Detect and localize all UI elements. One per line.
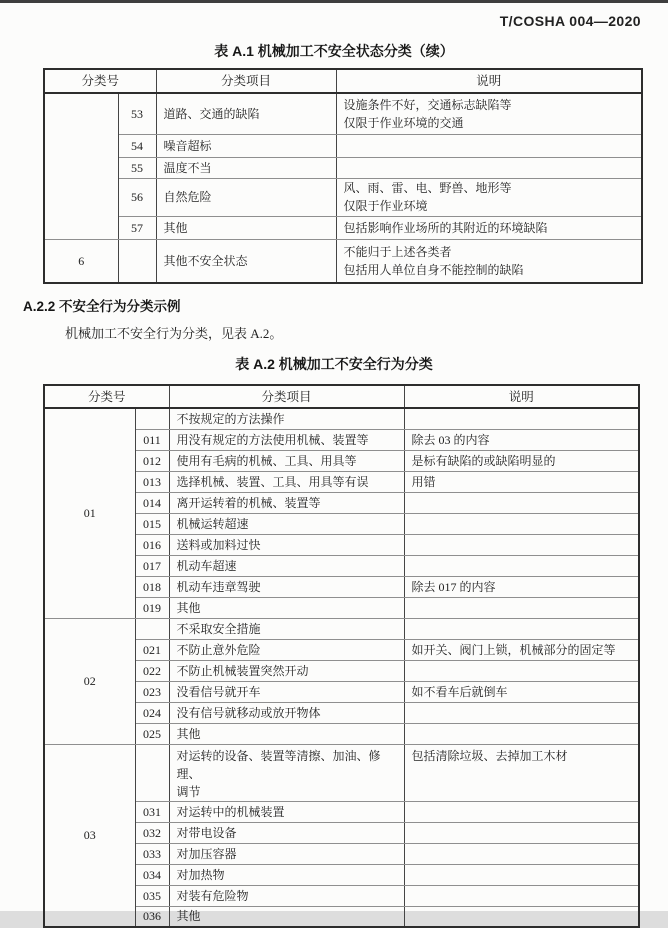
cell-desc (404, 723, 639, 744)
section-intro-text: 机械加工不安全行为分类，见表 A.2。 (65, 326, 283, 341)
table-a2-title: 表 A.2 机械加工不安全行为分类 (235, 356, 433, 372)
cell-item: 其他 (156, 216, 336, 239)
cell-item: 其他 (169, 597, 404, 618)
cell-item: 不采取安全措施 (169, 618, 404, 639)
header-cell-desc: 说明 (404, 385, 639, 408)
cell-desc (404, 864, 639, 885)
cell-item: 没看信号就开车 (169, 681, 404, 702)
cell-no: 57 (118, 216, 156, 239)
cell-desc (336, 157, 642, 178)
cell-no: 55 (118, 157, 156, 178)
cell-desc (336, 178, 642, 216)
cell-no: 012 (135, 450, 169, 471)
table-row (44, 744, 639, 801)
cell-major-no: 01 (44, 408, 135, 618)
cell-desc: 包括清除垃圾、去掉加工木材 (404, 744, 639, 801)
cell-desc: 如不看车后就倒车 (404, 681, 639, 702)
cell-item: 机动车超速 (169, 555, 404, 576)
cell-desc (404, 702, 639, 723)
cell-no: 013 (135, 471, 169, 492)
header-cell-no: 分类号 (44, 69, 156, 93)
cell-no: 024 (135, 702, 169, 723)
cell-item: 道路、交通的缺陷 (156, 93, 336, 134)
cell-desc: 用错 (404, 471, 639, 492)
cell-major-no: 6 (44, 239, 118, 283)
cell-no: 035 (135, 885, 169, 906)
standard-number: T/COSHA 004—2020 (499, 13, 641, 29)
desc-line: 仅限于作业环境的交通 (343, 115, 464, 130)
cell-no (135, 408, 169, 429)
cell-no: 53 (118, 93, 156, 134)
cell-desc (404, 822, 639, 843)
cell-item: 机械运转超速 (169, 513, 404, 534)
item-line: 对运转的设备、装置等清擦、加油、修理、 (176, 748, 381, 781)
cell-item: 对加压容器 (169, 843, 404, 864)
desc-line: 风、雨、雷、电、野兽、地形等 (343, 181, 512, 195)
cell-desc (404, 513, 639, 534)
cell-item: 机动车违章驾驶 (169, 576, 404, 597)
cell-no: 54 (118, 134, 156, 157)
cell-desc (404, 618, 639, 639)
desc-line: 设施条件不好，交通标志缺陷等 (343, 97, 512, 112)
cell-desc (336, 93, 642, 134)
cell-item: 其他不安全状态 (156, 239, 336, 283)
cell-no: 016 (135, 534, 169, 555)
cell-desc (404, 408, 639, 429)
table-a2 (43, 384, 640, 928)
cell-item: 对加热物 (169, 864, 404, 885)
cell-item: 没有信号就移动或放开物体 (169, 702, 404, 723)
table-a1-title: 表 A.1 机械加工不安全状态分类（续） (214, 43, 454, 59)
table-row (44, 93, 642, 134)
cell-no (135, 618, 169, 639)
cell-item: 离开运转着的机械、装置等 (169, 492, 404, 513)
cell-no: 022 (135, 660, 169, 681)
table-row (44, 157, 642, 178)
cell-desc (404, 906, 639, 927)
cell-desc: 如开关、阀门上锁，机械部分的固定等 (404, 639, 639, 660)
cell-item: 送料或加料过快 (169, 534, 404, 555)
cell-no (135, 744, 169, 801)
table-row (44, 69, 642, 93)
cell-item (169, 744, 404, 801)
cell-desc: 是标有缺陷的或缺陷明显的 (404, 450, 639, 471)
cell-item: 用没有规定的方法使用机械、装置等 (169, 429, 404, 450)
cell-item: 噪音超标 (156, 134, 336, 157)
cell-desc (336, 239, 642, 283)
cell-desc: 除去 03 的内容 (404, 429, 639, 450)
cell-no (118, 239, 156, 283)
cell-no: 019 (135, 597, 169, 618)
table-row (44, 385, 639, 408)
header-cell-item: 分类项目 (156, 69, 336, 93)
cell-desc (404, 885, 639, 906)
header-cell-no: 分类号 (44, 385, 169, 408)
desc-line: 仅限于作业环境 (343, 199, 428, 213)
cell-desc (404, 660, 639, 681)
header-cell-item: 分类项目 (169, 385, 404, 408)
cell-no: 034 (135, 864, 169, 885)
item-line: 调节 (176, 784, 201, 799)
cell-item: 其他 (169, 723, 404, 744)
cell-no: 025 (135, 723, 169, 744)
cell-no: 56 (118, 178, 156, 216)
cell-no: 033 (135, 843, 169, 864)
table-row (44, 618, 639, 639)
cell-no: 036 (135, 906, 169, 927)
cell-major-no (44, 93, 118, 239)
cell-item: 对装有危险物 (169, 885, 404, 906)
desc-line: 包括用人单位自身不能控制的缺陷 (343, 262, 524, 277)
table-row (44, 178, 642, 216)
cell-no: 032 (135, 822, 169, 843)
cell-major-no: 02 (44, 618, 135, 744)
cell-desc (404, 534, 639, 555)
cell-no: 015 (135, 513, 169, 534)
table-row (44, 134, 642, 157)
cell-item: 不防止机械装置突然开动 (169, 660, 404, 681)
cell-desc (404, 492, 639, 513)
cell-no: 021 (135, 639, 169, 660)
cell-no: 011 (135, 429, 169, 450)
cell-desc (404, 801, 639, 822)
cell-desc: 除去 017 的内容 (404, 576, 639, 597)
cell-desc (404, 597, 639, 618)
cell-item: 对带电设备 (169, 822, 404, 843)
desc-line: 不能归于上述各类者 (343, 244, 452, 259)
cell-no: 014 (135, 492, 169, 513)
table-row (44, 239, 642, 283)
table-a1 (43, 68, 643, 284)
cell-desc (404, 843, 639, 864)
cell-item: 选择机械、装置、工具、用具等有误 (169, 471, 404, 492)
cell-item: 使用有毛病的机械、工具、用具等 (169, 450, 404, 471)
cell-item: 不按规定的方法操作 (169, 408, 404, 429)
cell-desc: 包括影响作业场所的其附近的环境缺陷 (336, 216, 642, 239)
cell-item: 不防止意外危险 (169, 639, 404, 660)
cell-desc (404, 555, 639, 576)
section-heading: A.2.2 不安全行为分类示例 (23, 299, 181, 314)
scan-edge-artifact (0, 0, 668, 3)
table-row (44, 408, 639, 429)
cell-no: 023 (135, 681, 169, 702)
cell-no: 031 (135, 801, 169, 822)
cell-no: 017 (135, 555, 169, 576)
cell-item: 对运转中的机械装置 (169, 801, 404, 822)
cell-item: 自然危险 (156, 178, 336, 216)
cell-item: 其他 (169, 906, 404, 927)
cell-item: 温度不当 (156, 157, 336, 178)
cell-desc (336, 134, 642, 157)
header-cell-desc: 说明 (336, 69, 642, 93)
cell-major-no: 03 (44, 744, 135, 927)
cell-no: 018 (135, 576, 169, 597)
table-row (44, 216, 642, 239)
